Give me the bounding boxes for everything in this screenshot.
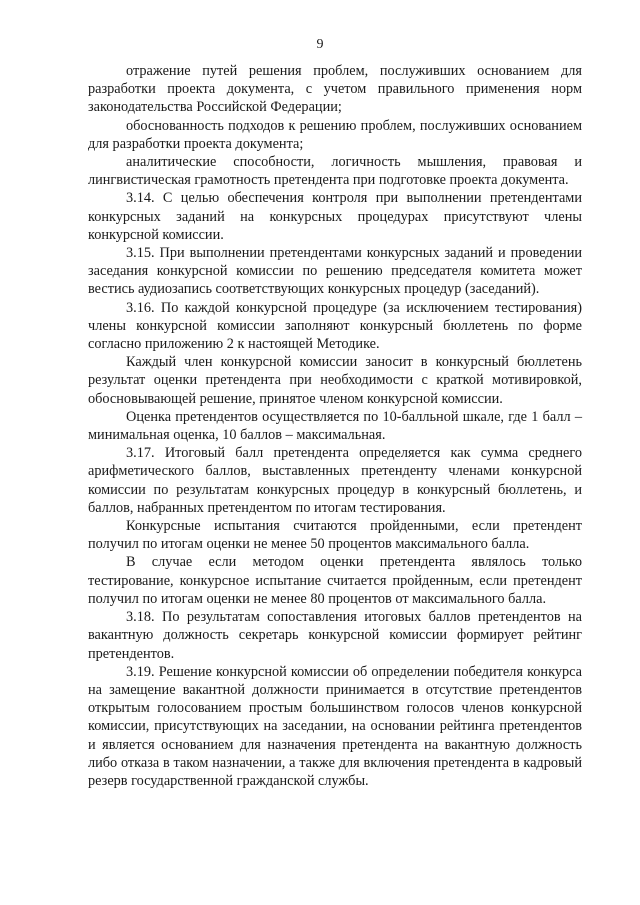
paragraph-3-16: 3.16. По каждой конкурсной процедуре (за исключением тестирования) члены конкурсной комиссии заполняют конкурсный бюллетень по форме согласно приложению 2 к настоящей Методике.: [88, 299, 582, 353]
paragraph-criteria-analytics: аналитические способности, логичность мышления, правовая и лингвистическая грамотность претендента при подготовке проекта документа.: [88, 154, 582, 189]
paragraph-ballot-entry: Каждый член конкурсной комиссии заносит в конкурсный бюллетень результат оценки претендента при необходимости с краткой мотивировкой, обосновывающей решение, принятое членом конкурсной комиссии.: [88, 354, 582, 407]
paragraph-3-18: 3.18. По результатам сопоставления итоговых баллов претендентов на вакантную должность секретарь конкурсной комиссии формирует рейтинг претендентов.: [88, 609, 582, 662]
document-body: [88, 62, 582, 790]
page-number: 9: [316, 37, 324, 52]
paragraph-3-14: 3.14. С целью обеспечения контроля при выполнении претендентами конкурсных заданий на конкурсных процедурах присутствуют члены конкурсной комиссии.: [88, 190, 582, 243]
paragraph-pass-threshold: Конкурсные испытания считаются пройденными, если претендент получил по итогам оценки не менее 50 процентов максимального балла.: [88, 518, 582, 553]
paragraph-criteria-reflection: отражение путей решения проблем, послуживших основанием для разработки проекта документа, с учетом правильного применения норм законодательства Российской Федерации;: [88, 63, 582, 116]
paragraph-3-19: 3.19. Решение конкурсной комиссии об определении победителя конкурса на замещение вакантной должности принимается в отсутствие претендентов открытым голосованием простым большинством голосов членов конкурсной комиссии, присутствующих на заседании, на основании рейтинга претендентов и является основанием для назначения претендента на вакантную должность либо отказа в таком назначении, а также для включения претендента в кадровый резерв государственной гражданской службы.: [88, 663, 582, 789]
paragraph-test-only-threshold: В случае если методом оценки претендента являлось только тестирование, конкурсное испытание считается пройденным, если претендент получил по итогам оценки не менее 80 процентов от максимального балла.: [88, 554, 582, 607]
paragraph-criteria-validity: обоснованность подходов к решению проблем, послуживших основанием для разработки проекта документа;: [88, 117, 582, 152]
paragraph-3-15: 3.15. При выполнении претендентами конкурсных заданий и проведении заседания конкурсной комиссии по решению председателя комитета может вестись аудиозапись соответствующих конкурсных процедур (заседаний).: [88, 245, 582, 298]
paragraph-score-scale: Оценка претендентов осуществляется по 10-балльной шкале, где 1 балл – минимальная оценка, 10 баллов – максимальная.: [88, 408, 582, 444]
paragraph-3-17: 3.17. Итоговый балл претендента определяется как сумма среднего арифметического баллов, выставленных претенденту членами конкурсной комиссии по результатам конкурсных процедур в конкурсный бюллетень, и баллов, набранных претендентом по итогам тестирования.: [88, 445, 582, 516]
